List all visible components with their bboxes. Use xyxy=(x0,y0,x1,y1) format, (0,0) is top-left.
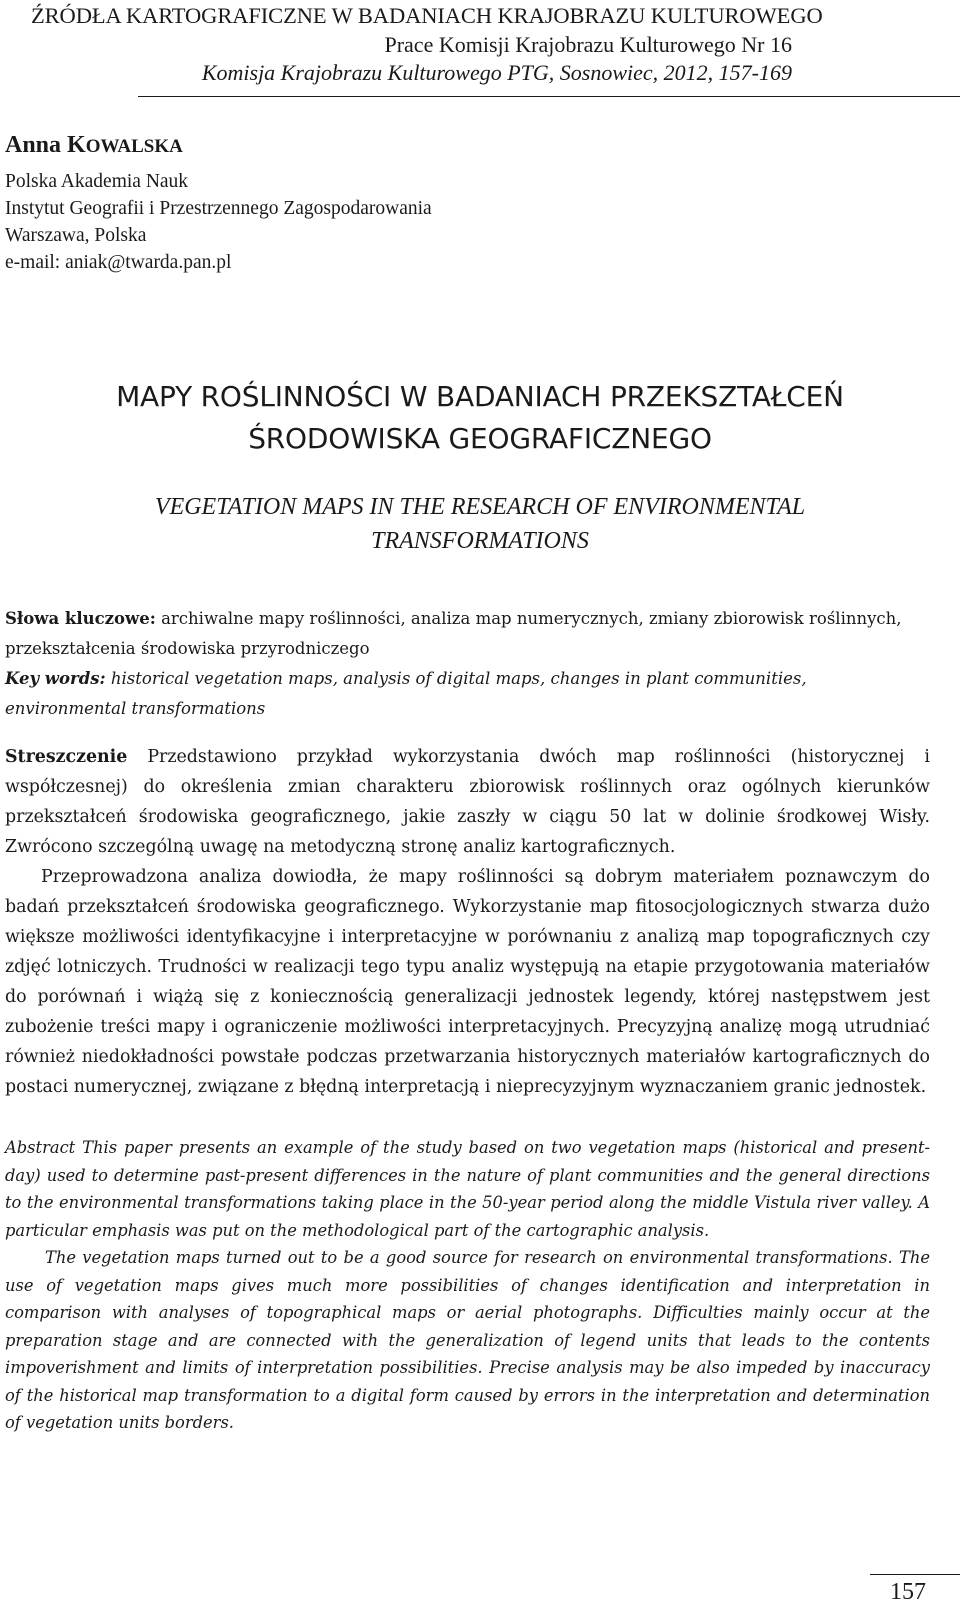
keywords-english xyxy=(5,664,930,724)
author-last-initial: K xyxy=(67,132,86,158)
keywords-section xyxy=(5,604,930,724)
page-number: 157 xyxy=(890,1579,926,1605)
author-block xyxy=(5,130,432,276)
abstract-paragraph xyxy=(5,1134,930,1244)
affiliation-line: Polska Akademia Nauk xyxy=(5,171,189,192)
keywords-polish-label: Słowa kluczowe: xyxy=(5,609,156,628)
author-email: e-mail: aniak@twarda.pan.pl xyxy=(5,252,232,273)
title-polish-line: ŚRODOWISKA GEOGRAFICZNEGO xyxy=(248,422,712,455)
footer-rule xyxy=(870,1574,960,1575)
abstract-section xyxy=(5,1134,930,1437)
keywords-polish-text: archiwalne mapy roślinności, analiza map numerycznych, zmiany zbiorowisk roślinnych, przekształcenia środowiska przyrodniczego xyxy=(5,609,902,658)
title-polish xyxy=(0,376,960,460)
streszczenie-section xyxy=(5,742,930,1102)
paper-titles xyxy=(0,376,960,558)
series-subtitle: Prace Komisji Krajobrazu Kulturowego Nr 16 xyxy=(384,32,792,57)
abstract-label: Abstract xyxy=(5,1138,76,1157)
affiliation-line: Instytut Geografii i Przestrzennego Zagospodarowania xyxy=(5,198,432,219)
series-title: ŹRÓDŁA KARTOGRAFICZNE W BADANIACH KRAJOBRAZU KULTUROWEGO xyxy=(31,3,823,28)
publication-info: Komisja Krajobrazu Kulturowego PTG, Sosnowiec, 2012, 157-169 xyxy=(201,60,792,85)
affiliation-line: Warszawa, Polska xyxy=(5,225,147,246)
streszczenie-paragraph: Przeprowadzona analiza dowiodła, że mapy roślinności są dobrym materiałem poznawczym do badań przekształceń środowiska geograficznego. Wykorzystanie map fitosocjologicznych stwarza dużo większe możliwości identyfikacyjne i interpretacyjne w porównaniu z analizą map topograficznych czy zdjęć lotniczych. Trudności w realizacji tego typu analiz występują na etapie przygotowania materiałów do porównań i wiążą się z koniecznością generalizacji jednostek legendy, której następstwem jest zubożenie treści mapy i ograniczenie możliwości interpretacyjnych. Precyzyjną analizę mogą utrudniać również niedokładności powstałe podczas przetwarzania historycznych materiałów kartograficznych do postaci numerycznej, związane z błędną interpretacją i nieprecyzyjnym wyznaczaniem granic jednostek. xyxy=(5,867,930,1097)
keywords-english-label: Key words: xyxy=(5,669,106,688)
title-polish-line: MAPY ROŚLINNOŚCI W BADANIACH PRZEKSZTAŁCEŃ xyxy=(116,380,844,413)
keywords-polish xyxy=(5,604,930,664)
author-affiliation xyxy=(5,168,432,276)
title-english-line: TRANSFORMATIONS xyxy=(371,528,589,554)
author-last-rest: OWALSKA xyxy=(85,136,183,157)
author-name xyxy=(5,130,432,162)
abstract-text: This paper presents an example of the study based on two vegetation maps (historical and present-day) used to determine past-present differences in the nature of plant communities and the general directions to the environmental transformations taking place in the 50-year period along the middle Vistula river valley. A particular emphasis was put on the methodological part of the cartographic analysis. xyxy=(5,1138,930,1240)
running-header xyxy=(0,2,960,87)
title-english-line: VEGETATION MAPS IN THE RESEARCH OF ENVIRONMENTAL xyxy=(154,494,806,520)
streszczenie-label: Streszczenie xyxy=(5,747,128,767)
author-first-name: Anna xyxy=(5,132,62,158)
abstract-paragraph: The vegetation maps turned out to be a good source for research on environmental transformations. The use of vegetation maps gives much more possibilities of changes identification and interpretation in comparison with analyses of topographical maps or aerial photographs. Difficulties mainly occur at the preparation stage and are connected with the generalization of legend units that leads to the contents impoverishment and limits of interpretation possibilities. Precise analysis may be also impeded by inaccuracy of the historical map transformation to a digital form caused by errors in the interpretation and determination of vegetation units borders. xyxy=(5,1248,930,1432)
title-english xyxy=(0,490,960,558)
keywords-english-text: historical vegetation maps, analysis of digital maps, changes in plant communities, environmental transformations xyxy=(5,669,807,718)
streszczenie-paragraph xyxy=(5,742,930,862)
streszczenie-text: Przedstawiono przykład wykorzystania dwóch map roślinności (historycznej i współczesnej) do określenia zmian charakteru zbiorowisk roślinnych oraz ogólnych kierunków przekształceń środowiska geograficznego, jakie zaszły w ciągu 50 lat w dolinie środkowej Wisły. Zwrócono szczególną uwagę na metodyczną stronę analiz kartograficznych. xyxy=(5,747,930,857)
header-rule xyxy=(138,96,960,97)
